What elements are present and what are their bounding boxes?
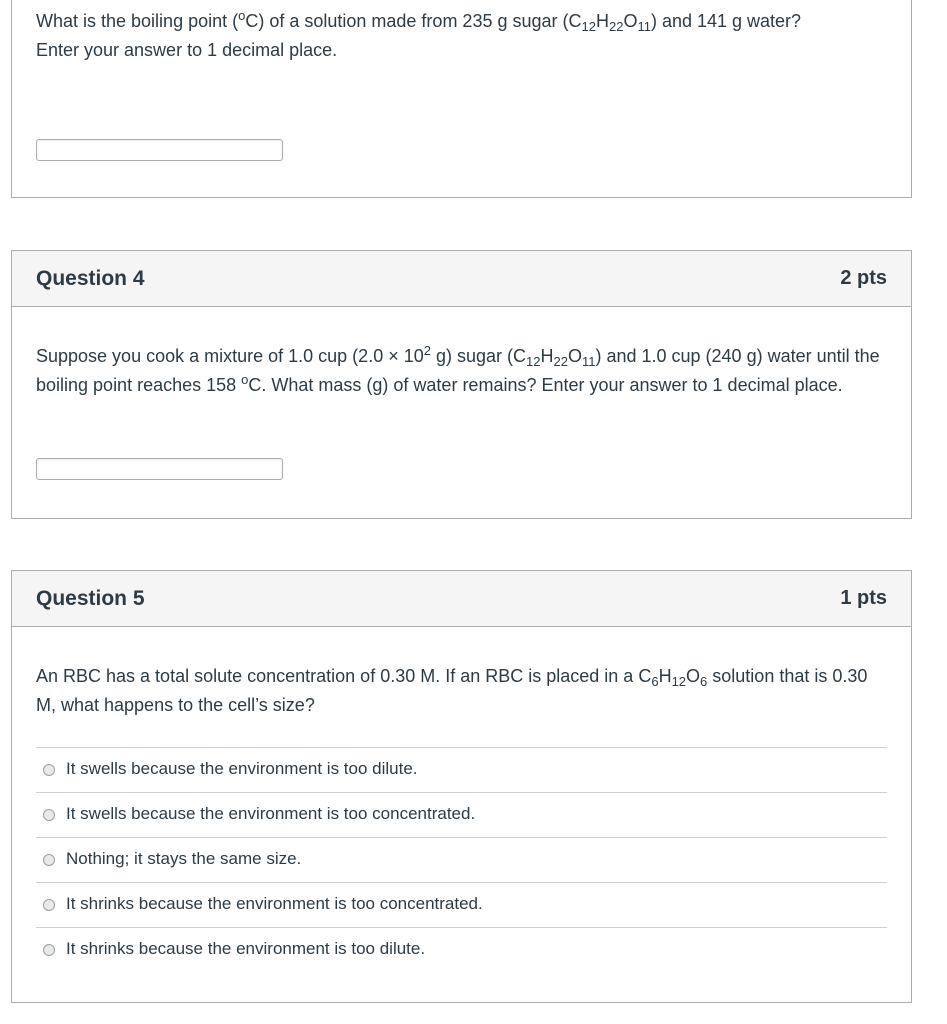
radio-button[interactable] <box>43 899 55 911</box>
question-5-points: 1 pts <box>840 587 887 609</box>
answer-label: It swells because the environment is too concentrated. <box>66 804 476 823</box>
q3-text-part: O <box>623 11 638 31</box>
q4-text-part: H <box>540 346 554 366</box>
q3-text-part: ) and 141 g water? <box>650 11 802 31</box>
q5-text-part: H <box>658 666 672 686</box>
answer-label: Nothing; it stays the same size. <box>66 849 302 868</box>
q3-sub: 12 <box>581 19 596 34</box>
q5-sub: 6 <box>700 674 708 689</box>
q3-sub: 22 <box>608 19 624 34</box>
question-5-header <box>12 571 911 627</box>
q4-sub: 22 <box>553 354 568 369</box>
q4-sub: 12 <box>526 354 541 369</box>
question-5-card <box>11 570 912 1003</box>
answer-label: It swells because the environment is too dilute. <box>66 759 418 778</box>
question-4-points: 2 pts <box>840 267 887 289</box>
question-3-answer-input[interactable] <box>36 139 283 161</box>
q3-text-line2: Enter your answer to 1 decimal place. <box>36 40 338 60</box>
question-4-answer-input[interactable] <box>36 458 283 480</box>
q4-text-part: Suppose you cook a mixture of 1.0 cup (2.0 × 10 <box>36 346 424 366</box>
q5-text-part: An RBC has a total solute concentration of 0.30 M. If an RBC is placed in a C <box>36 666 652 686</box>
question-4-title: Question 4 <box>36 267 145 290</box>
radio-button[interactable] <box>43 764 55 776</box>
q4-text-part: ) and 1.0 cup (240 g) water until the boiling point reaches 158 <box>36 346 880 395</box>
answer-option[interactable] <box>36 792 887 837</box>
question-3-text <box>36 7 887 65</box>
q3-degree-sup: o <box>238 8 246 23</box>
q4-text-part: C. What mass (g) of water remains? Enter your answer to 1 decimal place. <box>248 375 843 395</box>
radio-button[interactable] <box>43 944 55 956</box>
q3-text-part: What is the boiling point ( <box>36 11 239 31</box>
question-3-card <box>11 0 912 198</box>
q3-sub: 11 <box>637 19 651 34</box>
question-5-text <box>36 662 887 720</box>
q4-sub: 11 <box>581 354 596 369</box>
radio-button[interactable] <box>43 809 55 821</box>
answer-label: It shrinks because the environment is too dilute. <box>66 939 426 958</box>
q5-text-part: O <box>686 666 701 686</box>
answer-option[interactable] <box>36 747 887 792</box>
answer-option[interactable] <box>36 927 887 972</box>
q5-text-part: solution that is 0.30 M, what happens to the cell’s size? <box>36 666 868 715</box>
question-4-text <box>36 342 887 400</box>
q3-text-part: C) of a solution made from 235 g sugar (C <box>245 11 582 31</box>
answer-label: It shrinks because the environment is too concentrated. <box>66 894 483 913</box>
question-4-card <box>11 250 912 519</box>
radio-button[interactable] <box>43 854 55 866</box>
q4-text-part: g) sugar (C <box>430 346 527 366</box>
q5-sub: 12 <box>671 674 687 689</box>
q5-sub: 6 <box>651 674 659 689</box>
question-5-title: Question 5 <box>36 587 145 610</box>
answer-option[interactable] <box>36 837 887 882</box>
question-4-header <box>12 251 911 307</box>
q4-exponent-sup: 2 <box>423 343 431 358</box>
q3-text-part: H <box>595 11 609 31</box>
answer-option[interactable] <box>36 882 887 927</box>
question-5-answer-list <box>36 747 887 972</box>
q4-text-part: O <box>567 346 582 366</box>
q4-degree-sup: o <box>241 372 249 387</box>
